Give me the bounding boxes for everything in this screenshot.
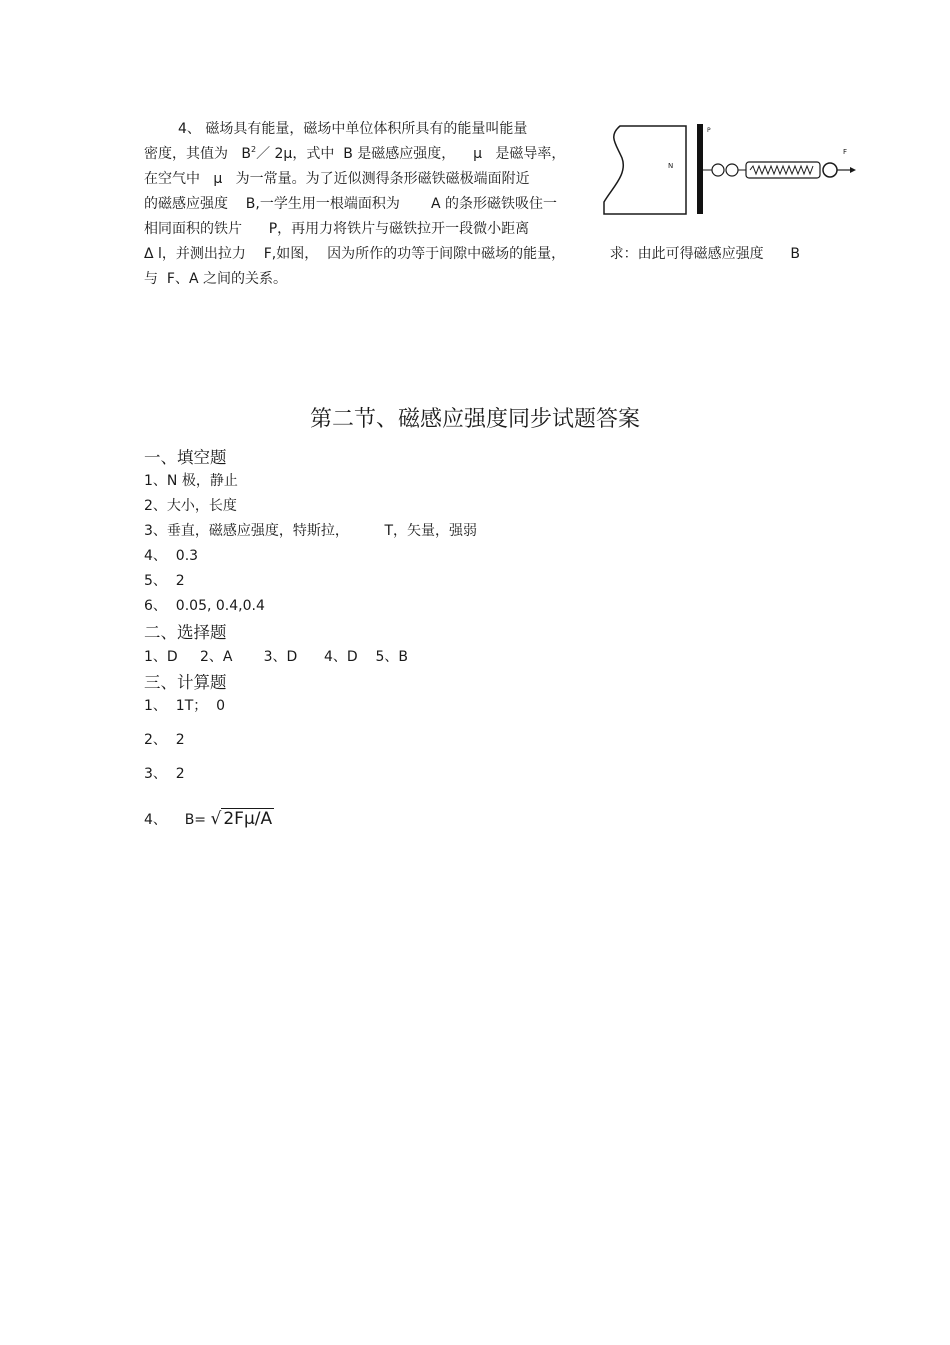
sqrt-sign-icon: √: [210, 809, 222, 829]
magnet-body: [604, 126, 686, 214]
choice-answers: 1、D 2、A 3、D 4、D 5、B: [144, 649, 408, 665]
problem-line-1: 4、 磁场具有能量，磁场中单位体积所具有的能量叫能量: [178, 121, 528, 137]
sqrt-radicand: 2Fμ/A: [223, 809, 273, 829]
fill-answer-1: 1、N 极，静止: [144, 473, 238, 489]
calc-answer-2: 2、 2: [144, 732, 185, 748]
calc-answer-1: 1、 1T； 0: [144, 698, 226, 714]
section-calc-heading: 三、计算题: [144, 673, 227, 692]
section-fill-heading: 一、填空题: [144, 448, 227, 467]
magnet-spring-figure: [600, 118, 860, 220]
problem-line-2: [144, 145, 565, 163]
problem-line-2b: ／ 2μ，式中 B 是磁感应强度， μ 是磁导率，: [256, 146, 566, 162]
calc4-prefix: 4、 B=: [144, 812, 207, 828]
fill-answer-4: 4、 0.3: [144, 548, 199, 564]
fill-answer-3: 3、垂直，磁感应强度，特斯拉， T，矢量，强弱: [144, 523, 478, 539]
iron-plate: [697, 124, 703, 214]
force-label: F: [843, 148, 848, 156]
problem-line-5: 相同面积的铁片 P，再用力将铁片与磁铁拉开一段微小距离: [144, 221, 530, 237]
hook-ring-2: [726, 164, 738, 176]
problem-line-3: 在空气中 μ 为一常量。为了近似测得条形磁铁磁极端面附近: [144, 171, 530, 187]
pull-ring: [823, 163, 837, 177]
problem-line-4: 的磁感应强度 B,一学生用一根端面积为 A 的条形磁铁吸住一: [144, 196, 558, 212]
calc-answer-3: 3、 2: [144, 766, 185, 782]
hook-ring-1: [712, 164, 724, 176]
superscript: 2: [250, 145, 257, 154]
answers-title: 第二节、磁感应强度同步试题答案: [309, 407, 640, 432]
arrow-head-icon: [850, 167, 856, 173]
plate-label: P: [707, 127, 711, 134]
calc-answer-4: [144, 808, 274, 829]
fill-answer-5: 5、 2: [144, 573, 185, 589]
problem-line-7: 与 F、A 之间的关系。: [144, 271, 287, 287]
problem-line-2a: 密度，其值为 B: [144, 146, 251, 162]
problem-line-6: Δ l，并测出拉力 F,如图， 因为所作的功等于间隙中磁场的能量， 求：由此可得磁感应强度 B: [144, 246, 800, 262]
sqrt-expression: [211, 808, 275, 829]
fill-answer-2: 2、大小，长度: [144, 498, 237, 514]
section-choice-heading: 二、选择题: [144, 623, 227, 642]
spring-coils: [750, 166, 813, 174]
fill-answer-6: 6、 0.05, 0.4,0.4: [144, 598, 265, 614]
magnet-label: N: [668, 162, 674, 170]
